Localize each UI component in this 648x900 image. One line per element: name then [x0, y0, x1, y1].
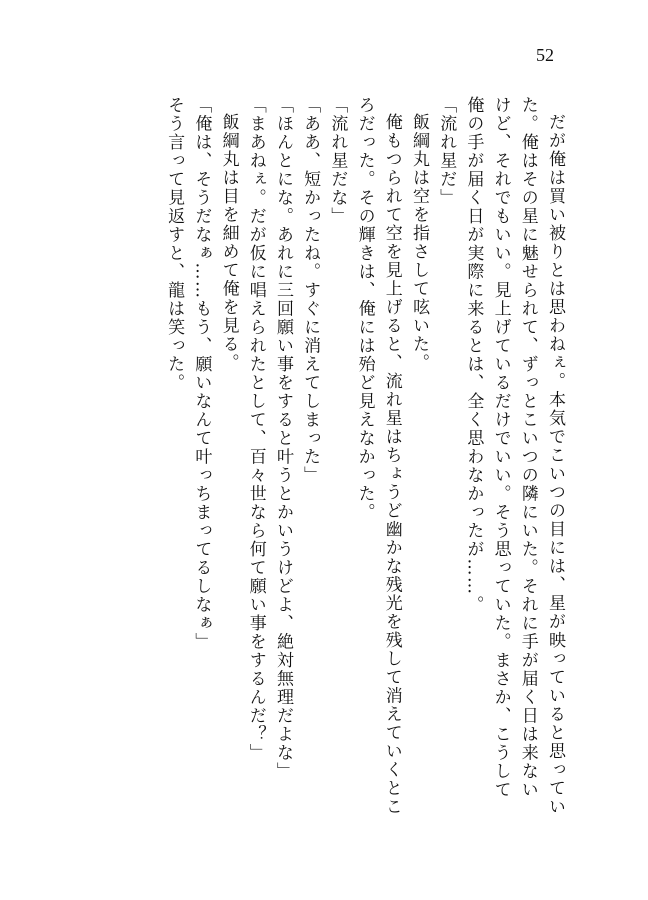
paragraph: 飯綱丸は目を細めて俺を見る。	[218, 113, 239, 372]
paragraph: 飯綱丸は空を指さして呟いた。	[408, 113, 429, 372]
paragraph: 「流れ星だな」	[327, 96, 348, 226]
paragraph: 「まあねぇ。だが仮に唱えられたとして、百々世なら何て願い事をするんだ？」	[245, 96, 266, 762]
paragraph: 「流れ星だ」	[436, 96, 457, 207]
paragraph: 「俺は、そうだなぁ……もう、願いなんて叶っちまってるしなぁ」	[191, 96, 212, 651]
paragraph: そう言って見返すと、龍は笑った。	[164, 96, 185, 392]
paragraph: だが俺は買い被りとは思わねぇ。本気でこいつの目には、星が映っていると思っていた。俺はその星に魅せられて、ずっとこいつの隣にいた。それに手が届く日は来ないけど、それでもいい。見上げているだけでいい。そう思っていた。まさか、こうして俺の手が届く日が実際に来るとは、全く思わなかったが……。	[463, 96, 565, 816]
paragraph: 俺もつられて空を見上げると、流れ星はちょうど幽かな残光を残して消えていくところだった。その輝きは、俺には殆ど見えなかった。	[354, 96, 402, 816]
page-number: 52	[536, 45, 554, 65]
body-text	[128, 96, 568, 816]
paragraph: 「ほんとにな。あれに三回願い事をすると叶うとかいうけどよ、絶対無理だよな」	[272, 96, 293, 781]
paragraph: 「ああ、短かったね。すぐに消えてしまった」	[300, 96, 321, 485]
